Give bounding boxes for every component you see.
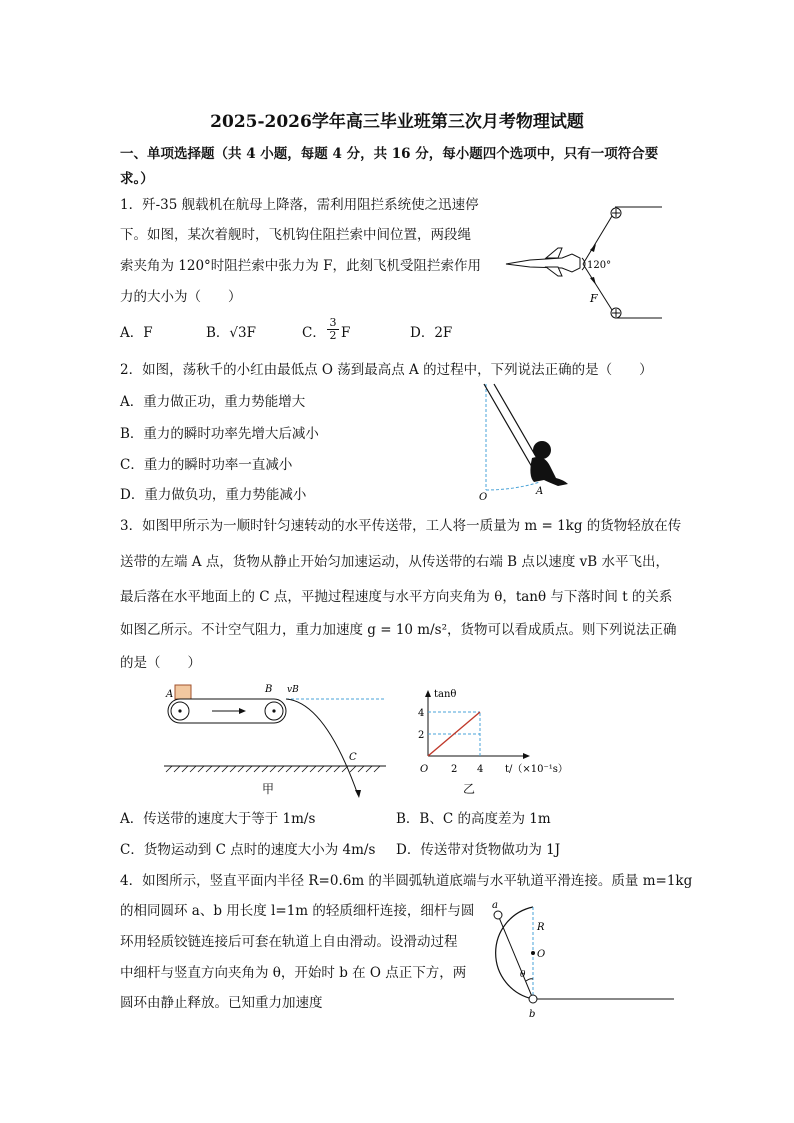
q3-stem-line: 最后落在水平地面上的 C 点，平抛过程速度与水平方向夹角为 θ，tanθ 与下落时间 t 的关系 (120, 589, 673, 605)
q3-stem-line: 的是（ ） (120, 655, 201, 671)
q3-caption-b: 乙 (463, 782, 476, 796)
q1-option-c: C． (302, 325, 326, 341)
q3-option-c: C．货物运动到 C 点时的速度大小为 4m/s (120, 842, 376, 858)
q3-caption-a: 甲 (262, 782, 275, 796)
q3-label-a: A (166, 689, 174, 700)
y-axis-label: tanθ (434, 689, 457, 700)
x-tick-label: 2 (451, 764, 458, 775)
q4-label-r: R (537, 922, 545, 933)
y-tick-label: 4 (418, 708, 425, 719)
q1-angle-label: 120° (587, 260, 612, 271)
q1-option-b: B．√3F (206, 325, 256, 341)
q3-stem-line: 送带的左端 A 点，货物从静止开始匀加速运动，从传送带的右端 B 点以速度 vB 水平飞出， (120, 554, 669, 570)
q4-stem-line: 的相同圆环 a、b 用长度 l=1m 的轻质细杆连接，细杆与圆 (120, 903, 475, 919)
q4-label-theta: θ (520, 970, 526, 980)
q3-option-d: D．传送带对货物做功为 1J (396, 842, 561, 858)
q3-figure-conveyor (160, 680, 390, 798)
x-axis-label: t/（×10⁻¹s） (505, 764, 568, 775)
q1-option-c-suffix: F (341, 325, 351, 341)
q4-stem-line: 中细杆与竖直方向夹角为 θ，开始时 b 在 O 点正下方，两 (120, 965, 467, 981)
q2-option-c: C．重力的瞬时功率一直减小 (120, 457, 293, 473)
q1-stem-line: 下。如图，某次着舰时，飞机钩住阻拦索中间位置，两段绳 (120, 227, 471, 243)
q1-option-c-fraction: 3 2 (327, 317, 339, 341)
q1-force-label: F (590, 292, 598, 305)
q4-label-o: O (537, 949, 546, 960)
q1-stem-line: 1．歼-35 舰载机在航母上降落，需利用阻拦系统使之迅速停 (120, 197, 479, 213)
q3-label-vb: vB (287, 685, 299, 695)
q3-stem-line: 如图乙所示。不计空气阻力，重力加速度 g = 10 m/s²，货物可以看成质点。则下列说法正确 (120, 622, 677, 638)
q1-stem-line: 力的大小为（ ） (120, 289, 242, 305)
q3-label-b: B (265, 684, 273, 695)
q2-figure (474, 382, 584, 504)
q4-label-b: b (529, 1009, 536, 1020)
section-heading: 一、单项选择题（共 4 小题，每题 4 分，共 16 分，每小题四个选项中，只有一项符合要 (120, 146, 659, 162)
q3-option-b: B．B、C 的高度差为 1m (396, 811, 551, 827)
q4-figure (476, 895, 680, 1023)
q1-option-d: D．2F (410, 325, 453, 341)
origin-label: O (420, 764, 429, 775)
q2-option-a: A．重力做正功，重力势能增大 (120, 394, 306, 410)
q4-stem-line: 环用轻质铰链连接后可套在轨道上自由滑动。设滑动过程 (120, 934, 458, 950)
q1-stem-line: 索夹角为 120°时阻拦索中张力为 F，此刻飞机受阻拦索作用 (120, 258, 481, 274)
section-heading-cont: 求。） (120, 171, 154, 187)
q4-stem-line: 圆环由静止释放。已知重力加速度 (120, 995, 323, 1011)
q2-label-o: O (479, 492, 488, 503)
y-tick-label: 2 (418, 730, 425, 741)
q3-figure-graph (410, 682, 600, 778)
q4-label-a: a (492, 900, 498, 911)
q2-label-a: A (536, 486, 544, 497)
q2-option-d: D．重力做负功，重力势能减小 (120, 487, 307, 503)
q2-option-b: B．重力的瞬时功率先增大后减小 (120, 426, 319, 442)
q3-stem-line: 3．如图甲所示为一顺时针匀速转动的水平传送带，工人将一质量为 m = 1kg 的货物轻放在传 (120, 518, 682, 534)
page-title: 2025-2026学年高三毕业班第三次月考物理试题 (210, 112, 584, 132)
q3-label-c: C (349, 752, 357, 763)
q3-option-a: A．传送带的速度大于等于 1m/s (120, 811, 316, 827)
q2-stem: 2．如图，荡秋千的小红由最低点 O 荡到最高点 A 的过程中，下列说法正确的是（ ） (120, 362, 653, 378)
q4-stem-line: 4．如图所示，竖直平面内半径 R=0.6m 的半圆弧轨道底端与水平轨道平滑连接。质量 m=1kg (120, 873, 693, 889)
x-tick-label: 4 (477, 764, 484, 775)
q1-figure (500, 198, 670, 326)
q1-option-a: A．F (120, 325, 153, 341)
